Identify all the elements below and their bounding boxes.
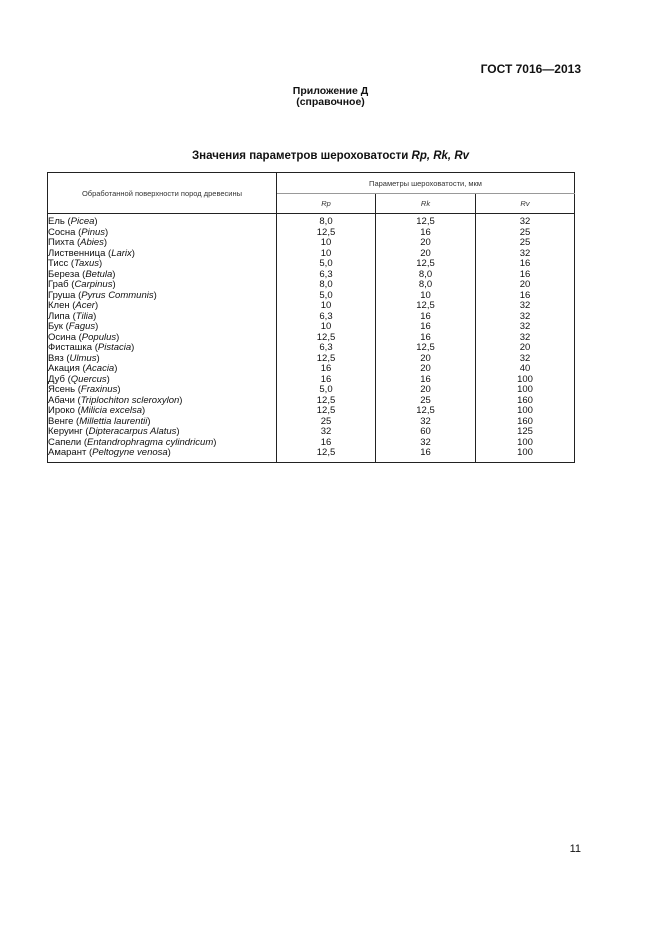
species-name: Сосна <box>48 226 76 238</box>
species-name: Венге <box>48 415 74 427</box>
species-name: Ироко <box>48 405 75 416</box>
rv-value: 32 <box>476 249 575 260</box>
species-cell: Амарант (Peltogyne venosa) <box>48 448 277 462</box>
table-title <box>0 150 661 162</box>
species-latin: Taxus <box>74 258 100 269</box>
rp-value: 8,0 <box>277 214 376 228</box>
species-latin: Milicia excelsa <box>80 405 143 416</box>
rp-value: 10 <box>277 249 376 260</box>
species-latin: Carpinus <box>74 279 113 290</box>
header-param-group: Параметры шероховатости, мкм <box>277 173 575 194</box>
rv-value: 160 <box>476 417 575 428</box>
rv-value: 100 <box>476 375 575 386</box>
rk-value: 25 <box>376 396 476 407</box>
species-latin: Quercus <box>70 373 107 385</box>
species-latin: Peltogyne venosa <box>92 447 168 458</box>
rk-value: 20 <box>376 249 476 260</box>
species-cell: Венге (Millettia laurentii) <box>48 417 277 428</box>
rv-value: 16 <box>476 270 575 281</box>
rv-value: 25 <box>476 228 575 239</box>
page-number: 11 <box>569 843 581 855</box>
species-cell: Осина (Populus) <box>48 333 277 344</box>
species-cell: Граб (Carpinus) <box>48 280 277 291</box>
species-latin: Triplochiton scleroxylon <box>80 394 180 406</box>
rk-value: 12,5 <box>376 259 476 270</box>
species-name: Акация <box>48 363 80 374</box>
rk-value: 8,0 <box>376 280 476 291</box>
species-cell: Пихта (Abies) <box>48 238 277 249</box>
table-row <box>48 322 575 333</box>
roughness-table <box>47 172 575 463</box>
rk-value: 16 <box>376 375 476 386</box>
rv-value: 32 <box>476 214 575 228</box>
header-rv: Rv <box>476 194 575 214</box>
table-body <box>48 214 575 463</box>
species-cell: Клен (Acer) <box>48 301 277 312</box>
rv-value: 100 <box>476 406 575 417</box>
rv-value: 100 <box>476 438 575 449</box>
species-name: Фисташка <box>48 342 93 353</box>
rv-value: 160 <box>476 396 575 407</box>
species-cell: Ясень (Fraxinus) <box>48 385 277 396</box>
rk-value: 16 <box>376 312 476 323</box>
table-row <box>48 259 575 270</box>
species-name: Дуб <box>48 373 65 385</box>
rk-value: 20 <box>376 354 476 365</box>
rv-value: 32 <box>476 312 575 323</box>
species-cell: Бук (Fagus) <box>48 322 277 333</box>
rp-value: 6,3 <box>277 312 376 323</box>
species-name: Ясень <box>48 384 76 395</box>
table-row <box>48 375 575 386</box>
species-cell: Керуинг (Dipteracarpus Alatus) <box>48 427 277 438</box>
table-row <box>48 214 575 228</box>
rp-value: 10 <box>277 238 376 249</box>
species-cell: Вяз (Ulmus) <box>48 354 277 365</box>
species-latin: Fraxinus <box>80 384 118 395</box>
species-latin: Betula <box>85 268 113 280</box>
header-surface: Обработанной поверхности пород древесины <box>48 173 277 214</box>
rp-value: 6,3 <box>277 270 376 281</box>
species-latin: Pinus <box>81 226 106 238</box>
species-latin: Abies <box>80 237 104 248</box>
species-latin: Millettia laurentii <box>79 415 148 427</box>
rk-value: 20 <box>376 364 476 375</box>
table-row <box>48 270 575 281</box>
rv-value: 20 <box>476 343 575 354</box>
species-name: Лиственница <box>48 247 106 259</box>
rv-value: 32 <box>476 301 575 312</box>
species-latin: Acacia <box>85 363 115 374</box>
rp-value: 25 <box>277 417 376 428</box>
table-row <box>48 249 575 260</box>
species-cell: Абачи (Triplochiton scleroxylon) <box>48 396 277 407</box>
species-name: Липа <box>48 310 70 322</box>
rp-value: 16 <box>277 438 376 449</box>
header-rk: Rk <box>376 194 476 214</box>
rv-value: 100 <box>476 385 575 396</box>
species-name: Тисс <box>48 258 69 269</box>
document-code: ГОСТ 7016—2013 <box>480 62 581 76</box>
species-cell: Липа (Tilia) <box>48 312 277 323</box>
rk-value: 16 <box>376 228 476 239</box>
rk-value: 32 <box>376 417 476 428</box>
species-cell: Фисташка (Pistacia) <box>48 343 277 354</box>
rv-value: 100 <box>476 448 575 462</box>
species-name: Керуинг <box>48 426 83 437</box>
rk-value: 10 <box>376 291 476 302</box>
species-cell: Сосна (Pinus) <box>48 228 277 239</box>
species-name: Абачи <box>48 394 75 406</box>
species-latin: Picea <box>70 216 95 227</box>
rk-value: 8,0 <box>376 270 476 281</box>
table-row <box>48 301 575 312</box>
appendix-heading <box>0 86 661 108</box>
species-cell: Лиственница (Larix) <box>48 249 277 260</box>
table-row <box>48 448 575 462</box>
rk-value: 16 <box>376 322 476 333</box>
species-cell: Акация (Acacia) <box>48 364 277 375</box>
species-latin: Populus <box>81 331 117 343</box>
species-cell: Тисс (Taxus) <box>48 259 277 270</box>
table-row <box>48 343 575 354</box>
rp-value: 5,0 <box>277 259 376 270</box>
rk-value: 12,5 <box>376 343 476 354</box>
rp-value: 32 <box>277 427 376 438</box>
rp-value: 12,5 <box>277 228 376 239</box>
species-latin: Pistacia <box>97 342 132 353</box>
rk-value: 60 <box>376 427 476 438</box>
table-row <box>48 364 575 375</box>
rv-value: 20 <box>476 280 575 291</box>
rv-value: 32 <box>476 354 575 365</box>
rp-value: 5,0 <box>277 291 376 302</box>
rk-value: 16 <box>376 448 476 462</box>
species-name: Амарант <box>48 447 87 458</box>
rk-value: 32 <box>376 438 476 449</box>
table-title-params: Rp, Rk, Rv <box>411 150 470 162</box>
table-row <box>48 312 575 323</box>
species-cell: Сапели (Entandrophragma cylindricum) <box>48 438 277 449</box>
rv-value: 25 <box>476 238 575 249</box>
species-name: Пихта <box>48 237 75 248</box>
rv-value: 16 <box>476 259 575 270</box>
rv-value: 32 <box>476 333 575 344</box>
species-name: Груша <box>48 289 76 301</box>
rp-value: 12,5 <box>277 448 376 462</box>
rk-value: 20 <box>376 385 476 396</box>
species-latin: Entandrophragma cylindricum <box>87 436 214 448</box>
species-latin: Larix <box>111 247 132 259</box>
rv-value: 32 <box>476 322 575 333</box>
table-row <box>48 354 575 365</box>
rp-value: 8,0 <box>277 280 376 291</box>
rp-value: 10 <box>277 322 376 333</box>
rk-value: 12,5 <box>376 406 476 417</box>
species-name: Бук <box>48 321 63 332</box>
species-cell: Дуб (Quercus) <box>48 375 277 386</box>
species-name: Сапели <box>48 436 82 448</box>
species-cell: Береза (Betula) <box>48 270 277 281</box>
rp-value: 12,5 <box>277 333 376 344</box>
species-latin: Dipteracarpus Alatus <box>88 426 177 437</box>
species-name: Осина <box>48 331 76 343</box>
rp-value: 12,5 <box>277 396 376 407</box>
species-latin: Tilia <box>75 310 94 322</box>
species-name: Береза <box>48 268 80 280</box>
species-latin: Fagus <box>68 321 96 332</box>
rk-value: 20 <box>376 238 476 249</box>
header-rp: Rp <box>277 194 376 214</box>
species-cell: Ель (Picea) <box>48 214 277 228</box>
species-latin: Pyrus Communis <box>81 289 154 301</box>
rv-value: 40 <box>476 364 575 375</box>
rk-value: 16 <box>376 333 476 344</box>
rp-value: 12,5 <box>277 406 376 417</box>
table-title-text: Значения параметров шероховатости <box>191 150 412 162</box>
table-row <box>48 291 575 302</box>
rp-value: 16 <box>277 364 376 375</box>
rp-value: 6,3 <box>277 343 376 354</box>
species-name: Граб <box>48 279 69 290</box>
table-row <box>48 228 575 239</box>
species-latin: Ulmus <box>69 352 97 364</box>
rp-value: 10 <box>277 301 376 312</box>
species-name: Ель <box>48 216 65 227</box>
species-cell: Ироко (Milicia excelsa) <box>48 406 277 417</box>
appendix-subtitle: (справочное) <box>296 96 365 108</box>
species-cell: Груша (Pyrus Communis) <box>48 291 277 302</box>
species-name: Клен <box>48 300 70 311</box>
species-latin: Acer <box>75 300 95 311</box>
rp-value: 5,0 <box>277 385 376 396</box>
rp-value: 16 <box>277 375 376 386</box>
species-name: Вяз <box>48 352 64 364</box>
rk-value: 12,5 <box>376 301 476 312</box>
rv-value: 125 <box>476 427 575 438</box>
appendix-title: Приложение Д <box>292 85 369 97</box>
rv-value: 16 <box>476 291 575 302</box>
rk-value: 12,5 <box>376 214 476 228</box>
rp-value: 12,5 <box>277 354 376 365</box>
